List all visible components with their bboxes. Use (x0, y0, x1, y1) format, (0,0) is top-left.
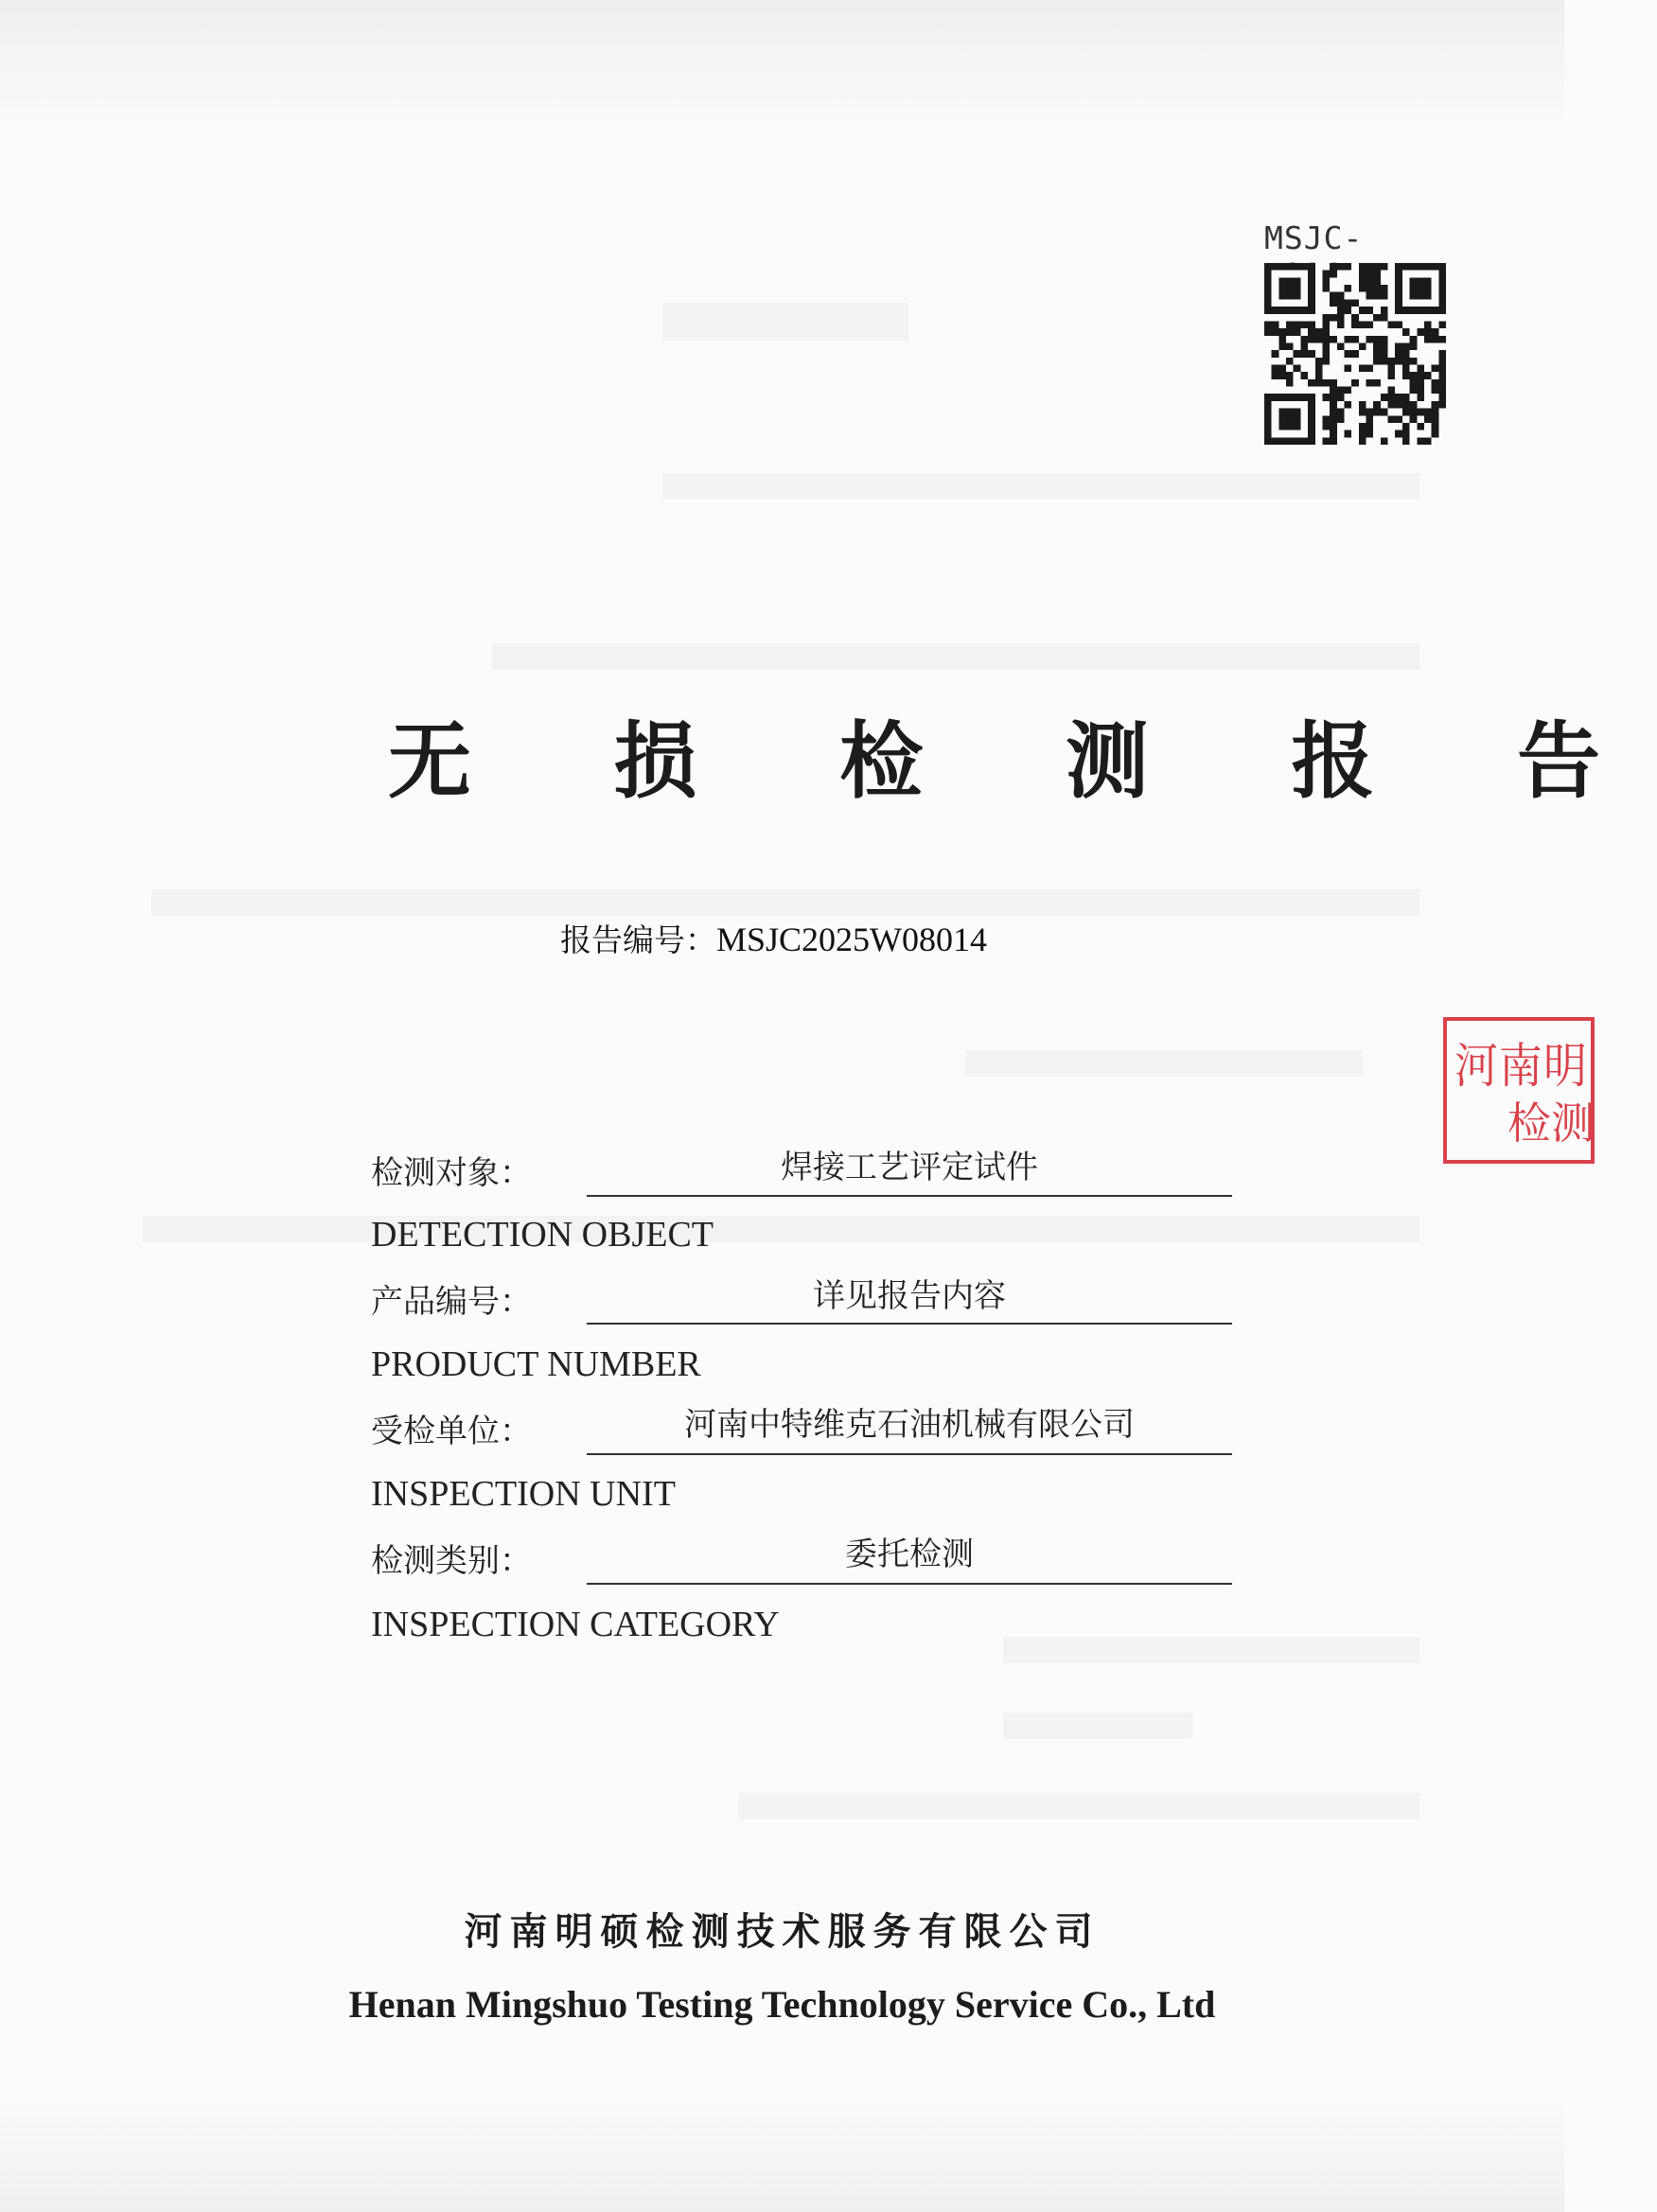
page-title: 无 损 检 测 报 告 (388, 712, 1657, 810)
stamp-line-2: 检测 (1507, 1097, 1595, 1149)
bleed-through-block (142, 1216, 1419, 1242)
bleed-through-block (738, 1793, 1419, 1819)
report-number-value: MSJC2025W08014 (716, 921, 988, 958)
report-number (560, 916, 987, 960)
bleed-through-block (151, 889, 1419, 916)
bleed-through-block (1003, 1637, 1419, 1663)
report-number-label: 报告编号： (560, 922, 716, 958)
inspection-category-label: 检测类别： (371, 1542, 532, 1580)
official-stamp (1443, 1017, 1595, 1164)
bleed-through-block (662, 473, 1419, 500)
inspection-category-value: 委托检测 (845, 1536, 974, 1573)
stamp-line-1: 河南明 (1454, 1037, 1588, 1095)
inspection-category-underline (587, 1583, 1232, 1585)
bleed-through-block (662, 303, 908, 341)
detection-object-underline (587, 1195, 1232, 1197)
product-number-label-en: PRODUCT NUMBER (371, 1344, 701, 1384)
product-number-underline (587, 1323, 1232, 1325)
company-name-cn: 河南明硕检测技术服务有限公司 (464, 1910, 1101, 1954)
detection-object-label: 检测对象： (371, 1154, 532, 1192)
bleed-through-block (492, 643, 1419, 670)
detection-object-value: 焊接工艺评定试件 (781, 1149, 1038, 1186)
inspection-unit-label-en: INSPECTION UNIT (371, 1474, 676, 1514)
inspection-unit-label: 受检单位： (371, 1413, 532, 1450)
bleed-through-block (965, 1050, 1363, 1077)
document-code: MSJC- (1264, 219, 1364, 256)
inspection-category-label-en: INSPECTION CATEGORY (371, 1605, 780, 1644)
product-number-value: 详见报告内容 (813, 1277, 1006, 1315)
inspection-unit-value: 河南中特维克石油机械有限公司 (684, 1406, 1135, 1444)
qr-code-icon (1264, 263, 1446, 445)
scan-top-shadow (0, 0, 1564, 123)
scan-bottom-shadow (0, 2100, 1564, 2212)
bleed-through-block (1003, 1712, 1192, 1739)
product-number-label: 产品编号： (371, 1283, 532, 1321)
inspection-unit-underline (587, 1453, 1232, 1455)
detection-object-label-en: DETECTION OBJECT (371, 1215, 714, 1255)
company-name-en: Henan Mingshuo Testing Technology Service Co., Ltd (348, 1983, 1216, 2026)
